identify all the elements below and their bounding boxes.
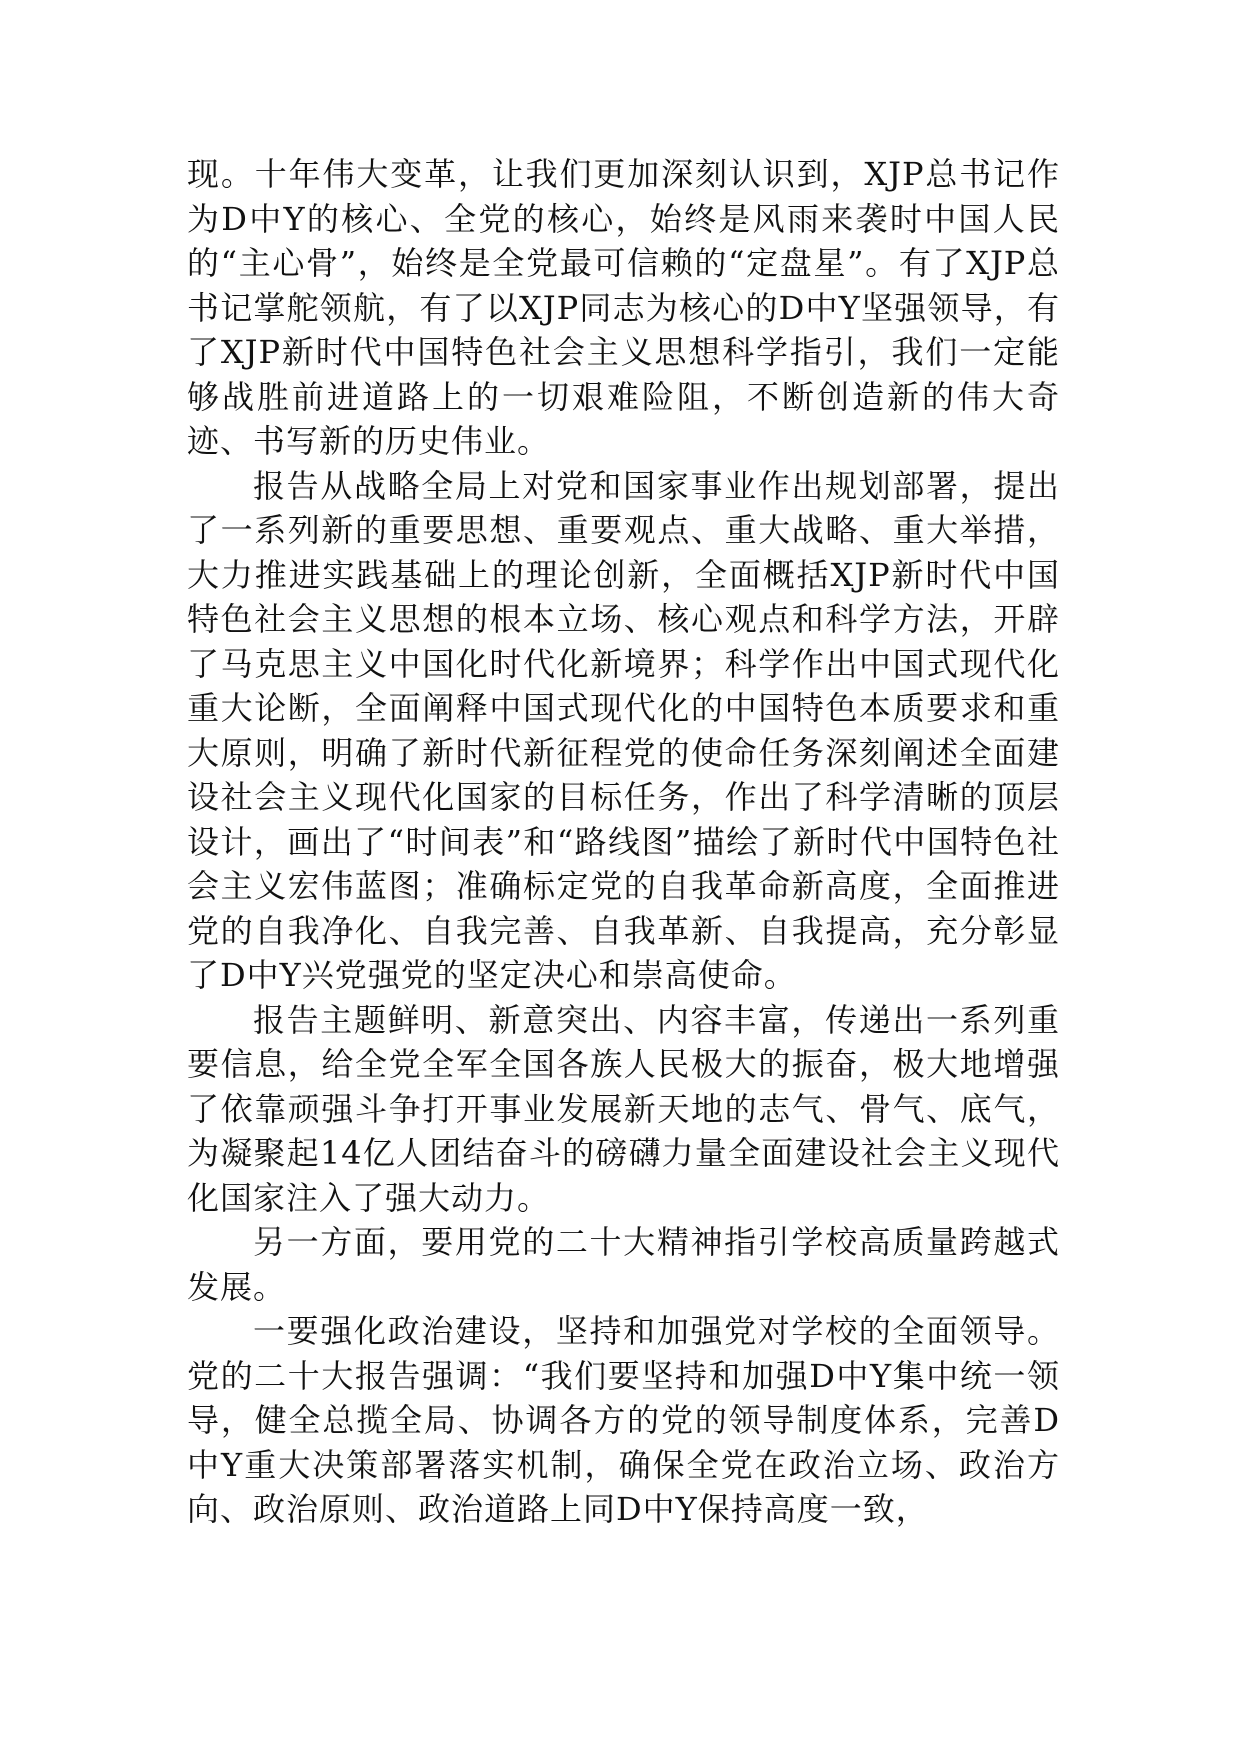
paragraph-2: 报告从战略全局上对党和国家事业作出规划部署，提出了一系列新的重要思想、重要观点、重大战略、重大举措，大力推进实践基础上的理论创新，全面概括XJP新时代中国特色社会主义思想的根本立场、核心观点和科学方法，开辟了马克思主义中国化时代化新境界；科学作出中国式现代化重大论断，全面阐释中国式现代化的中国特色本质要求和重大原则，明确了新时代新征程党的使命任务深刻阐述全面建设社会主义现代化国家的目标任务，作出了科学清晰的顶层设计，画出了“时间表”和“路线图”描绘了新时代中国特色社会主义宏伟蓝图；准确标定党的自我革命新高度，全面推进党的自我净化、自我完善、自我革新、自我提高，充分彰显了D中Y兴党强党的坚定决心和崇高使命。 — [187, 466, 1060, 994]
paragraph-3: 报告主题鲜明、新意突出、内容丰富，传递出一系列重要信息，给全党全军全国各族人民极大的振奋，极大地增强了依靠顽强斗争打开事业发展新天地的志气、骨气、底气，为凝聚起14亿人团结奋斗的磅礴力量全面建设社会主义现代化国家注入了强大动力。 — [187, 1000, 1060, 1217]
paragraph-1: 现。十年伟大变革，让我们更加深刻认识到，XJP总书记作为D中Y的核心、全党的核心，始终是风雨来袭时中国人民的“主心骨”，始终是全党最可信赖的“定盘星”。有了XJP总书记掌舵领航，有了以XJP同志为核心的D中Y坚强领导，有了XJP新时代中国特色社会主义思想科学指引，我们一定能够战胜前进道路上的一切艰难险阻，不断创造新的伟大奇迹、书写新的历史伟业。 — [187, 155, 1060, 460]
document-page — [187, 152, 1060, 1532]
paragraph-5: 一要强化政治建设，坚持和加强党对学校的全面领导。党的二十大报告强调：“我们要坚持和加强D中Y集中统一领导，健全总揽全局、协调各方的党的领导制度体系，完善D中Y重大决策部署落实机制，确保全党在政治立场、政治方向、政治原则、政治道路上同D中Y保持高度一致， — [187, 1312, 1060, 1528]
paragraph-4: 另一方面，要用党的二十大精神指引学校高质量跨越式发展。 — [187, 1223, 1060, 1306]
